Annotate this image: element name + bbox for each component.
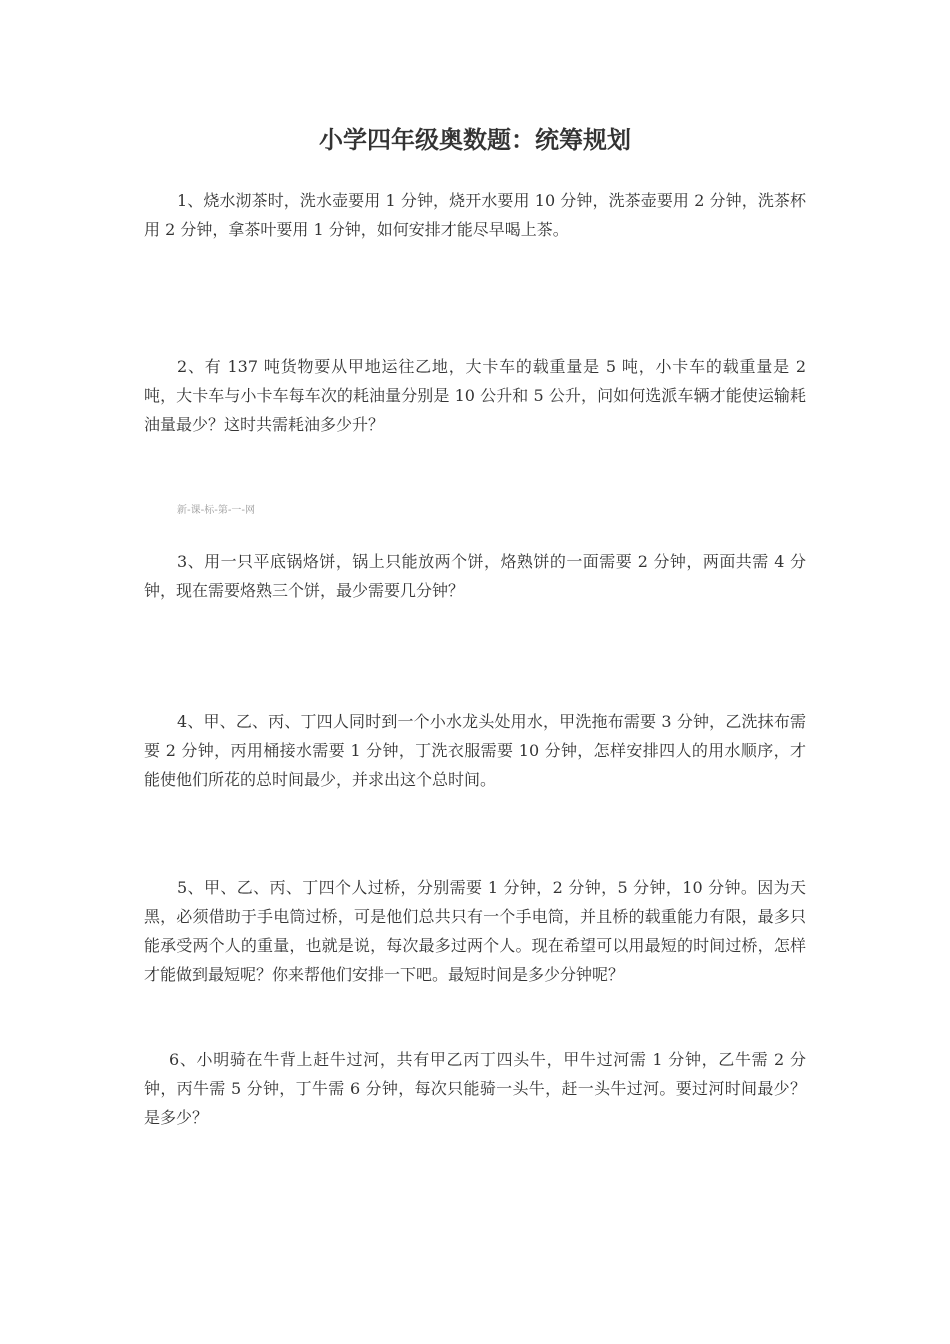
question-5: 5、甲、乙、丙、丁四个人过桥，分别需要 1 分钟，2 分钟，5 分钟，10 分钟。因为天黑，必须借助于手电筒过桥，可是他们总共只有一个手电筒，并且桥的载重能力有限，最多只能承受两个人的重量，也就是说，每次最多过两个人。现在希望可以用最短的时间过桥，怎样才能做到最短呢？你来帮他们安排一下吧。最短时间是多少分钟呢？ xyxy=(144,878,806,984)
watermark-text: 新-课-标-第-一-网 xyxy=(177,505,256,516)
question-1: 1、烧水沏茶时，洗水壶要用 1 分钟，烧开水要用 10 分钟，洗茶壶要用 2 分钟，洗茶杯用 2 分钟，拿茶叶要用 1 分钟，如何安排才能尽早喝上茶。 xyxy=(144,191,806,239)
page-title: 小学四年级奥数题：统筹规划 xyxy=(319,126,631,154)
question-6: 6、小明骑在牛背上赶牛过河，共有甲乙丙丁四头牛，甲牛过河需 1 分钟，乙牛需 2 分钟，丙牛需 5 分钟，丁牛需 6 分钟，每次只能骑一头牛，赶一头牛过河。要过河时间最少？是多少？ xyxy=(144,1050,806,1127)
question-4: 4、甲、乙、丙、丁四人同时到一个小水龙头处用水，甲洗拖布需要 3 分钟，乙洗抹布需要 2 分钟，丙用桶接水需要 1 分钟，丁洗衣服需要 10 分钟，怎样安排四人的用水顺序，才能使他们所花的总时间最少，并求出这个总时间。 xyxy=(144,712,806,789)
question-2: 2、有 137 吨货物要从甲地运往乙地，大卡车的载重量是 5 吨，小卡车的载重量是 2 吨，大卡车与小卡车每车次的耗油量分别是 10 公升和 5 公升，问如何选派车辆才能使运输耗油量最少？这时共需耗油多少升？ xyxy=(144,357,806,434)
question-3: 3、用一只平底锅烙饼，锅上只能放两个饼，烙熟饼的一面需要 2 分钟，两面共需 4 分钟，现在需要烙熟三个饼，最少需要几分钟？ xyxy=(144,552,806,600)
